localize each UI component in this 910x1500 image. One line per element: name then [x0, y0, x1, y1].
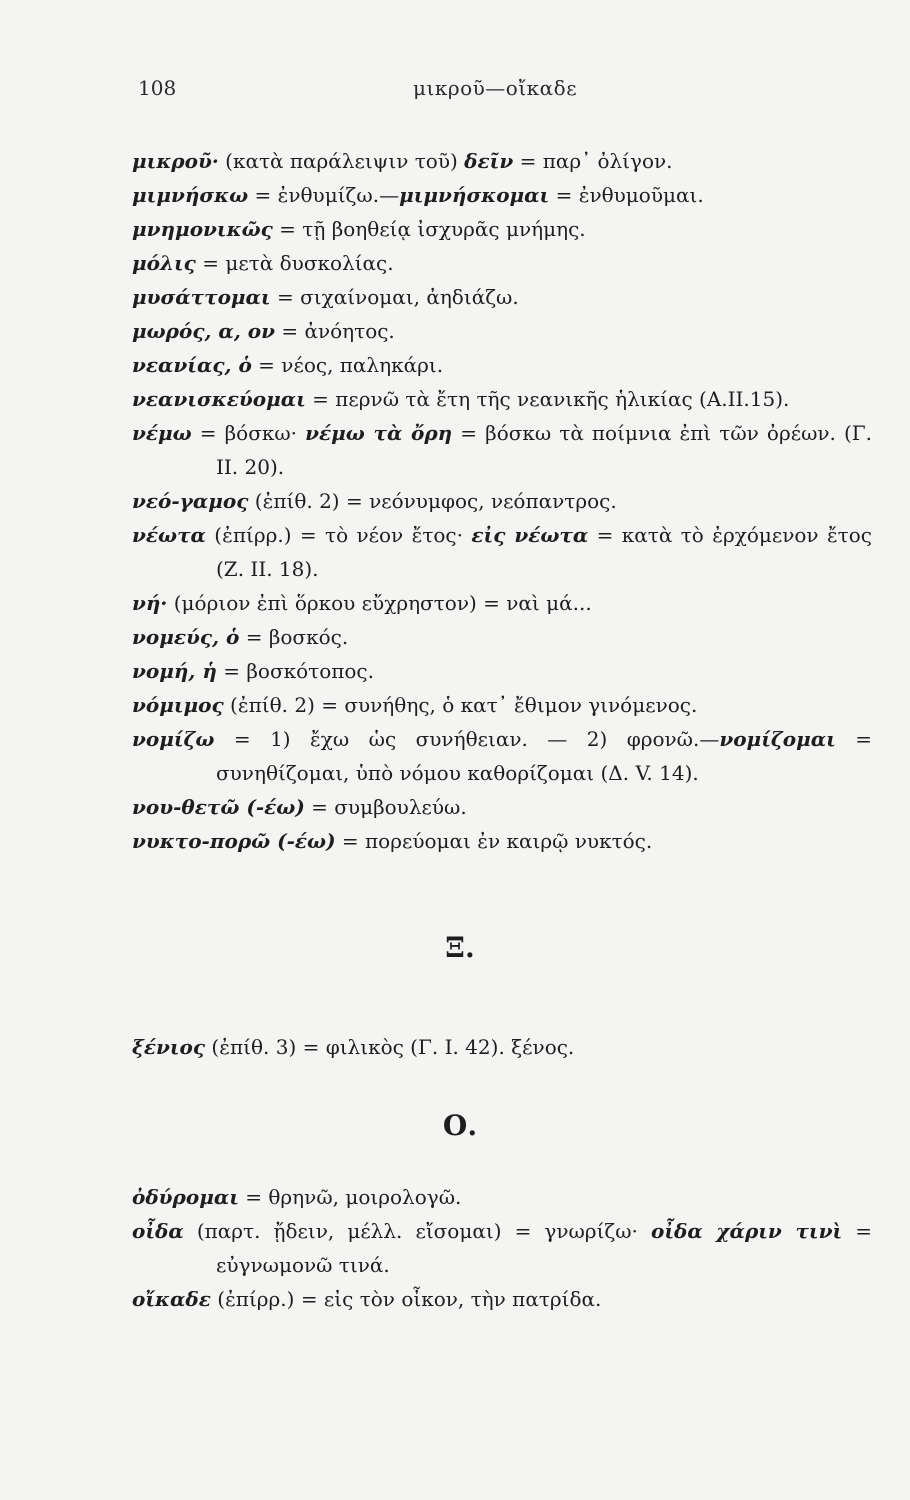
entry-headword: οἶδα [132, 1219, 184, 1243]
entry-headword: μνημονικῶς [132, 217, 273, 241]
entry-headword: νέωτα [132, 523, 206, 547]
entry-definition: = περνῶ τὰ ἔτη τῆς νεανικῆς ἡλικίας (Α.ΙΙ.15). [305, 387, 790, 411]
dictionary-entry [132, 144, 872, 178]
entry-headword: μωρός, α, ον [132, 319, 275, 343]
entry-headword: νομίζω [132, 727, 215, 751]
dictionary-entry [132, 212, 872, 246]
entries-column [132, 144, 872, 1316]
entry-headword: νόμιμος [132, 693, 224, 717]
entry-subheadword: εἰς νέωτα [471, 523, 589, 547]
entry-definition: = βοσκός. [239, 625, 349, 649]
dictionary-entry [132, 688, 872, 722]
entry-definition: = σιχαίνομαι, ἀηδιάζω. [270, 285, 519, 309]
entry-definition-continued: = ἐνθυμοῦμαι. [549, 183, 704, 207]
entry-definition: = τῇ βοηθείᾳ ἰσχυρᾶς μνήμης. [272, 217, 586, 241]
section-letter-xi: Ξ. [445, 931, 475, 964]
entry-subheadword: νομίζομαι [719, 727, 836, 751]
entry-group-o [132, 1180, 872, 1316]
entry-definition-continued: = παρ᾽ ὀλίγον. [513, 149, 673, 173]
entry-definition-continued: = κατὰ τὸ ἐρχόμενον ἔτος (Ζ. ΙΙ. 18). [216, 523, 872, 581]
entry-definition: = ἀνόητος. [274, 319, 395, 343]
dictionary-entry [132, 178, 872, 212]
running-head: μικροῦ—οἴκαδε [413, 76, 578, 100]
dictionary-entry [132, 484, 872, 518]
spacer [132, 1146, 872, 1180]
entry-definition: (μόριον ἐπὶ ὅρκου εὔχρηστον) = ναὶ μά... [167, 591, 592, 615]
dictionary-entry [132, 246, 872, 280]
entry-headword: νεανισκεύομαι [132, 387, 306, 411]
entry-subheadword: οἶδα χάριν τινὶ [650, 1219, 843, 1243]
entry-subheadword: νέμω τὰ ὄρη [305, 421, 453, 445]
entry-definition: (ἐπίθ. 3) = φιλικὸς (Γ. Ι. 42). ξένος. [205, 1035, 575, 1059]
dictionary-entry [132, 348, 872, 382]
entry-group-m-n [132, 144, 872, 858]
section-letter-o: Ο. [442, 1109, 478, 1142]
entry-headword: ξένιος [132, 1035, 206, 1059]
entry-headword: νομεύς, ὁ [132, 625, 240, 649]
dictionary-entry [132, 620, 872, 654]
entry-definition: = 1) ἔχω ὡς συνήθειαν. — 2) φρονῶ.— [214, 727, 720, 751]
entry-definition: (ἐπίθ. 2) = νεόνυμφος, νεόπαντρος. [248, 489, 617, 513]
entry-definition: (παρτ. ᾔδειν, μέλλ. εἴσομαι) = γνωρίζω· [183, 1219, 651, 1243]
entry-headword: νυκτο-πορῶ (-έω) [132, 829, 336, 853]
entry-definition: = νέος, παληκάρι. [251, 353, 444, 377]
entry-definition-continued: = συνηθίζομαι, ὑπὸ νόμου καθορίζομαι (Δ. V. 14). [216, 727, 872, 785]
entry-definition: = βοσκότοπος. [216, 659, 374, 683]
spacer [132, 968, 872, 1030]
entry-headword: νομή, ἡ [132, 659, 217, 683]
entry-definition: = μετὰ δυσκολίας. [195, 251, 394, 275]
entry-headword: μόλις [132, 251, 196, 275]
entry-definition: (κατὰ παράλειψιν τοῦ) [218, 149, 465, 173]
entry-headword: νέμω [132, 421, 192, 445]
entry-headword: μυσάττομαι [132, 285, 271, 309]
dictionary-entry [132, 314, 872, 348]
dictionary-entry [132, 416, 872, 484]
dictionary-entry [132, 382, 872, 416]
dictionary-entry [132, 1282, 872, 1316]
entry-headword: μιμνήσκω [132, 183, 249, 207]
dictionary-entry [132, 654, 872, 688]
dictionary-entry [132, 518, 872, 586]
entry-headword: νή· [132, 591, 168, 615]
dictionary-entry [132, 1214, 872, 1282]
dictionary-entry [132, 1180, 872, 1214]
entry-headword: ὀδύρομαι [132, 1185, 239, 1209]
entry-headword: μικροῦ· [132, 149, 219, 173]
entry-definition-continued: = εὐγνωμονῶ τινά. [216, 1219, 872, 1277]
entry-headword: νου-θετῶ (-έω) [132, 795, 305, 819]
entry-definition: = θρηνῶ, μοιρολογῶ. [238, 1185, 462, 1209]
entry-definition: = συμβουλεύω. [304, 795, 467, 819]
entry-definition: = βόσκω· [191, 421, 306, 445]
page-header [138, 76, 782, 112]
entry-definition: = ἐνθυμίζω.— [248, 183, 400, 207]
entry-definition: (ἐπίρρ.) = τὸ νέον ἔτος· [205, 523, 472, 547]
dictionary-entry [132, 790, 872, 824]
spacer [132, 858, 872, 928]
entry-headword: οἴκαδε [132, 1287, 211, 1311]
dictionary-entry [132, 824, 872, 858]
entry-subheadword: δεῖν [464, 149, 514, 173]
spacer [132, 1064, 872, 1106]
dictionary-entry [132, 280, 872, 314]
entry-headword: νεανίας, ὁ [132, 353, 252, 377]
entry-definition-continued: = βόσκω τὰ ποίμνια ἐπὶ τῶν ὀρέων. (Γ. ΙΙ. 20). [216, 421, 873, 479]
dictionary-entry [132, 586, 872, 620]
dictionary-entry [132, 722, 872, 790]
entry-headword: νεό-γαμος [132, 489, 249, 513]
entry-definition: (ἐπίρρ.) = εἰς τὸν οἶκον, τὴν πατρίδα. [210, 1287, 602, 1311]
entry-definition: (ἐπίθ. 2) = συνήθης, ὁ κατ᾽ ἔθιμον γινόμενος. [223, 693, 698, 717]
entry-subheadword: μιμνήσκομαι [399, 183, 550, 207]
entry-definition: = πορεύομαι ἐν καιρῷ νυκτός. [335, 829, 653, 853]
entry-group-xi [132, 1030, 872, 1064]
page-number: 108 [138, 76, 177, 100]
dictionary-entry [132, 1030, 872, 1064]
